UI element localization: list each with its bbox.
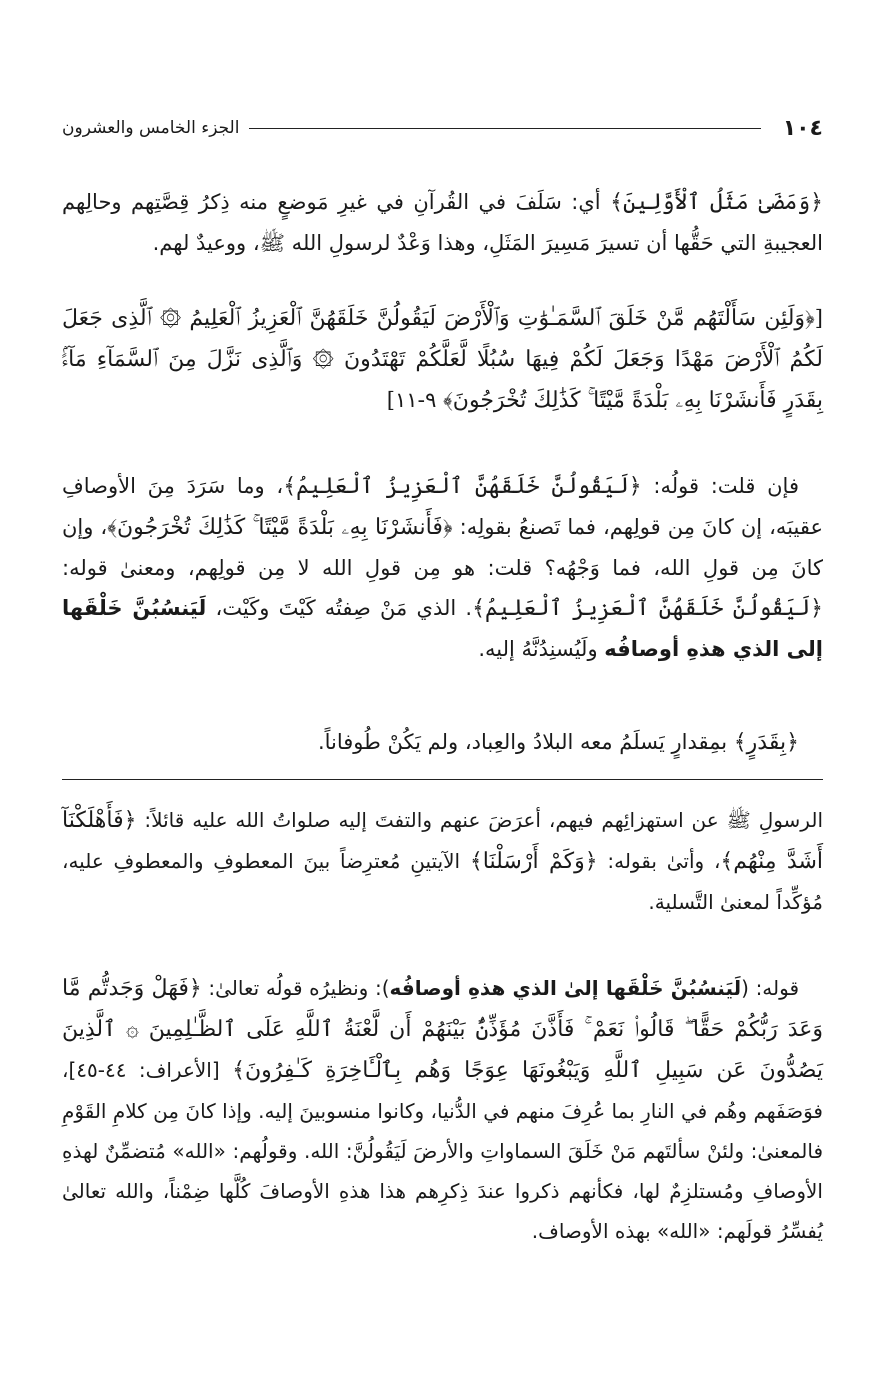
running-title: الجزء الخامس والعشرون	[62, 118, 240, 138]
paragraph-1	[62, 182, 823, 263]
footnote-text: الآيتينِ مُعترِضاً بينَ المعطوفِ والمعطوفِ عليه، مُؤكِّداً لمعنىٰ التَّسلية.	[62, 849, 823, 914]
commentary-text: . الذي مَنْ صِفتُه كَيْتَ وكَيْت،	[206, 596, 473, 620]
commentary-text: ولَيُسنِدُنَّهُ إليه.	[478, 637, 605, 661]
quran-verses: ﴿وَلَئِن سَأَلْتَهُم مَّنْ خَلَقَ ٱلسَّمَـٰوَٰتِ وَٱلْأَرْضَ لَيَقُولُنَّ خَلَقَهُنَّ ٱلْعَزِيزُ ٱلْعَلِيمُ ۞ ٱلَّذِى جَعَلَ لَكُمُ ٱلْأَرْضَ مَهْدًا وَجَعَلَ لَكُمْ فِيهَا سُبُلًا لَّعَلَّكُمْ تَهْتَدُونَ ۞ وَٱلَّذِى نَزَّلَ مِنَ ٱلسَّمَآءِ مَآءًۢ بِقَدَرٍ فَأَنشَرْنَا بِهِۦ بَلْدَةً مَّيْتًا ۚ كَذَٰلِكَ تُخْرَجُونَ﴾	[62, 306, 823, 413]
close-bracket: ]	[386, 388, 395, 412]
emphasized-text: لَيَنسُبُنَّ خَلْقَها إلى الذي هذهِ أوصافُه	[62, 596, 823, 661]
paragraph-4	[62, 722, 823, 763]
quran-verse: ﴿لَيَقُولُنَّ خَلَقَهُنَّ ٱلْعَزِيزُ ٱلْعَلِيمُ﴾	[472, 596, 823, 621]
footnote-text: الرسولِ ﷺ عن استهزائِهم فيهم، أعرَضَ عنهم والتفتَ إليه صلواتُ الله عليه قائلاً:	[136, 808, 823, 832]
quran-verse: ﴿بِقَدَرٍ﴾	[733, 730, 799, 755]
footnote-text: قوله: (	[741, 976, 800, 1000]
verses-block	[62, 298, 823, 421]
quran-verse: ﴿وَمَضَىٰ مَثَلُ ٱلْأَوَّلِينَ﴾	[610, 190, 823, 215]
quran-verses: ﴿فَهَلْ وَجَدتُّم مَّا وَعَدَ رَبُّكُمْ حَقًّا ۖ قَالُوا۟ نَعَمْ ۚ فَأَذَّنَ مُؤَذِّنٌۢ بَيْنَهُمْ أَن لَّعْنَةُ ٱللَّهِ عَلَى ٱلظَّـٰلِمِينَ ۞ ٱلَّذِينَ يَصُدُّونَ عَن سَبِيلِ ٱللَّهِ وَيَبْغُونَهَا عِوَجًا وَهُم بِٱلْـَٔاخِرَةِ كَـٰفِرُونَ﴾	[62, 976, 824, 1083]
commentary-text: أي: سَلَفَ في القُرآنِ في غيرِ مَوضعٍ منه ذِكرُ قِصَّتِهم وحالِهم العجيبةِ التي حَقُّها أن تسيرَ مَسِيرَ المَثَلِ، وهذا وَعْدٌ لرسولِ الله ﷺ، ووعيدٌ لهم.	[62, 190, 823, 255]
running-header	[62, 112, 823, 144]
quran-verse: ﴿لَيَقُولُنَّ خَلَقَهُنَّ ٱلْعَزِيزُ ٱلْعَلِيمُ﴾	[283, 474, 642, 499]
commentary-text: ، وإن كانَ مِن قولِ الله، فما وَجْهُه؟ قلت: هو مِن قولِ الله لا مِن قولِهم، ومعنىٰ قوله:	[62, 515, 823, 580]
open-bracket: [	[814, 306, 823, 330]
commentary-text: بمِقدارٍ يَسلَمُ معه البلادُ والعِباد، ولم يَكُنْ طُوفاناً.	[317, 730, 734, 754]
page-number: ١٠٤	[782, 115, 823, 141]
verse-reference: ٩-١١	[394, 388, 444, 412]
footnote-1	[62, 800, 823, 922]
commentary-text: ، وما سَرَدَ مِنَ الأوصافِ عقيبَه، إن كانَ مِن قولِهم، فما تَصنعُ بقولِه:	[62, 474, 823, 539]
footnote-divider	[62, 779, 823, 780]
quran-verse: ﴿فَأَهْلَكْنَآ أَشَدَّ مِنْهُم﴾	[62, 808, 824, 874]
footnote-text: ، فوَصَفَهم وهُم في النارِ بما عُرِفَ منهم في الدُّنيا، وكانوا منسوبينَ إليه. وإذا كانَ مِن كلامِ القَوْمِ فالمعنىٰ: ولئنْ سألتَهم مَنْ خَلَقَ السماواتِ والأرضَ لَيَقُولُنَّ: الله. وقولُهم: «الله» مُتضمِّنٌ لهذهِ الأوصافِ ومُستلزِمٌ لها، فكأنهم ذكروا عندَ ذِكرِهم هذا هذهِ الأوصافَ كُلَّها ضِمْناً، والله تعالىٰ يُفسِّرُ قولَهم: «الله» بهذه الأوصاف.	[62, 1058, 823, 1243]
emphasized-text: لَيَنسُبُنَّ خَلْقَها إلىٰ الذي هذهِ أوصافُه	[389, 976, 742, 1000]
quran-verse: ﴿وَكَمْ أَرْسَلْنَا﴾	[469, 849, 598, 874]
footnote-2	[62, 968, 823, 1251]
quran-verse: ﴿فَأَنشَرْنَا بِهِۦ بَلْدَةً مَّيْتًا ۚ كَذَٰلِكَ تُخْرَجُونَ﴾	[107, 515, 453, 540]
header-rule	[249, 128, 760, 129]
commentary-text: فإن قلت: قولُه:	[641, 474, 799, 498]
paragraph-3	[62, 466, 823, 669]
verse-reference: [الأعراف: ٤٤-٤٥]	[68, 1058, 233, 1082]
footnote-text: ، وأتىٰ بقوله:	[597, 849, 721, 873]
footnote-text: ): ونظيرُه قولُه تعالىٰ:	[201, 976, 390, 1000]
